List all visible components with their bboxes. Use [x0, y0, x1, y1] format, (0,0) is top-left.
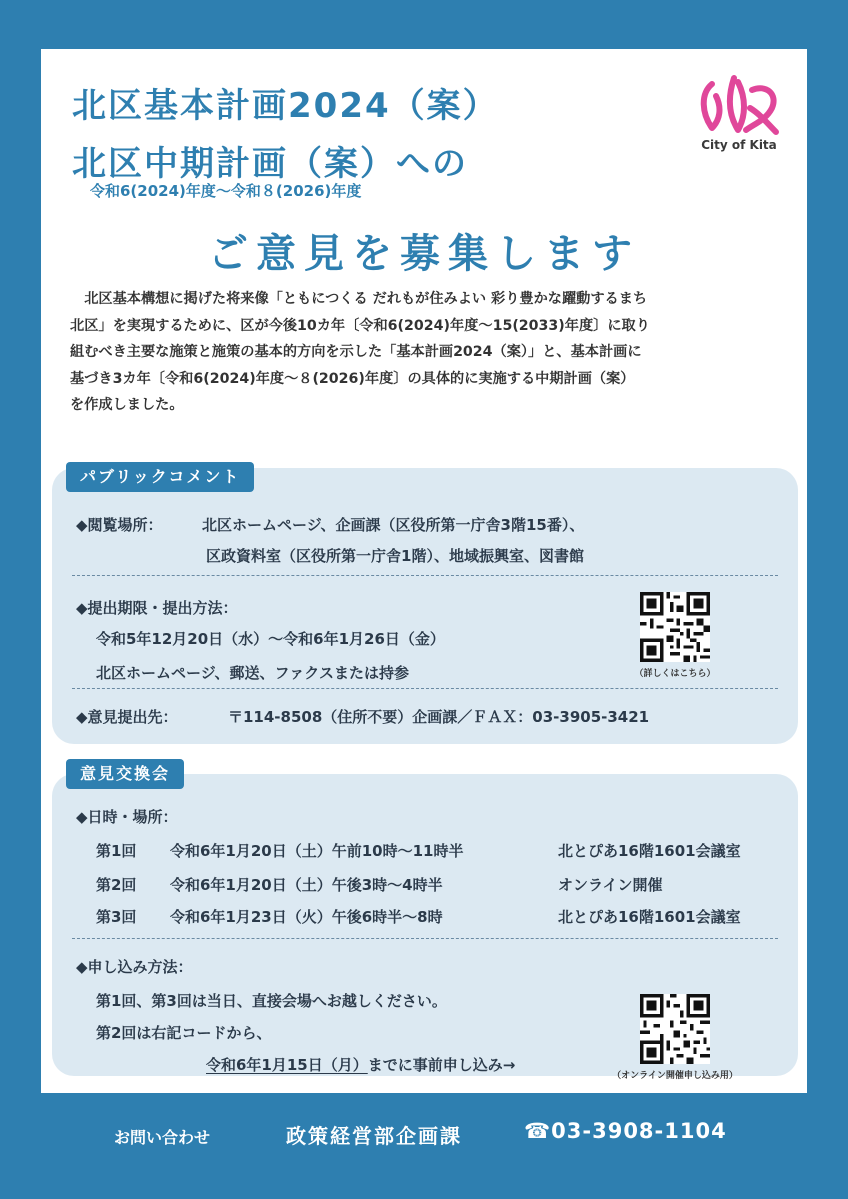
qr-code-details[interactable] — [640, 592, 710, 662]
session-date: 令和6年1月20日（土）午前10時～11時半 — [170, 842, 464, 860]
intro-line: 北区」を実現するために、区が今後10カ年〔令和6(2024)年度～15(2033)年度〕に取り — [70, 317, 650, 334]
session-no: 第3回 — [96, 908, 137, 926]
viewing-line-1: 北区ホームページ、企画課（区役所第一庁舎3階15番）、 — [202, 516, 585, 534]
section-tag-exchange: 意見交換会 — [66, 759, 184, 789]
qr-caption-online: （オンライン開催申し込み用） — [612, 1071, 738, 1081]
logo-caption: City of Kita — [701, 138, 777, 152]
headline: ご意見を募集します — [208, 231, 640, 277]
qr-code-online-registration[interactable] — [640, 994, 710, 1064]
intro-line: 組むべき主要な施策と施策の基本的方向を示した「基本計画2024（案）」と、基本計画に — [70, 344, 642, 360]
datetime-label: ◆日時・場所： — [76, 808, 178, 826]
intro-paragraph — [70, 286, 784, 419]
deadline-line-2: 北区ホームページ、郵送、ファクスまたは持参 — [96, 664, 410, 682]
title-line-1: 北区基本計画2024（案） — [72, 86, 499, 126]
title-years: 令和6(2024)年度～令和８(2026)年度 — [90, 182, 362, 200]
intro-line: 基づき3カ年〔令和6(2024)年度～８(2026)年度〕の具体的に実施する中期計画（案） — [70, 370, 635, 387]
session-date: 令和6年1月23日（火）午後6時半～8時 — [170, 908, 443, 926]
footer-contact-label: お問い合わせ — [114, 1128, 211, 1147]
apply-label: ◆申し込み方法： — [76, 958, 193, 976]
deadline-line-1: 令和5年12月20日（水）～令和6年1月26日（金） — [96, 630, 445, 648]
address-value: 〒114-8508（住所不要）企画課／ＦＡＸ：03-3905-3421 — [228, 708, 650, 726]
session-place: オンライン開催 — [558, 876, 663, 894]
session-place: 北とぴあ16階1601会議室 — [558, 908, 741, 926]
apply-deadline: 令和6年1月15日（月） — [206, 1056, 368, 1074]
divider — [72, 938, 778, 939]
address-label: ◆意見提出先： — [76, 708, 178, 726]
apply-deadline-line — [206, 1054, 515, 1075]
apply-line-2: 第2回は右記コードから、 — [96, 1024, 272, 1042]
intro-line: を作成しました。 — [70, 397, 184, 413]
qr-caption-details: （詳しくはこちら） — [634, 669, 716, 679]
deadline-label: ◆提出期限・提出方法： — [76, 599, 238, 617]
intro-line: 北区基本構想に掲げた将来像「ともにつくる だれもが住みよい 彩り豊かな躍動するまち — [70, 291, 648, 307]
divider — [72, 688, 778, 689]
footer-phone: ☎03-3908-1104 — [524, 1119, 727, 1143]
viewing-line-2: 区政資料室（区役所第一庁舎1階）、地域振興室、図書館 — [206, 547, 584, 565]
apply-suffix: までに事前申し込み→ — [367, 1056, 516, 1074]
session-no: 第2回 — [96, 876, 137, 894]
footer-department: 政策経営部企画課 — [286, 1124, 462, 1148]
divider — [72, 575, 778, 576]
title-line-2: 北区中期計画（案）への — [72, 144, 468, 184]
apply-line-1: 第1回、第3回は当日、直接会場へお越しください。 — [96, 992, 447, 1010]
section-tag-public-comment: パブリックコメント — [66, 462, 254, 492]
session-no: 第1回 — [96, 842, 137, 860]
session-place: 北とぴあ16階1601会議室 — [558, 842, 741, 860]
session-date: 令和6年1月20日（土）午後3時～4時半 — [170, 876, 443, 894]
viewing-label: ◆閲覧場所： — [76, 516, 163, 534]
